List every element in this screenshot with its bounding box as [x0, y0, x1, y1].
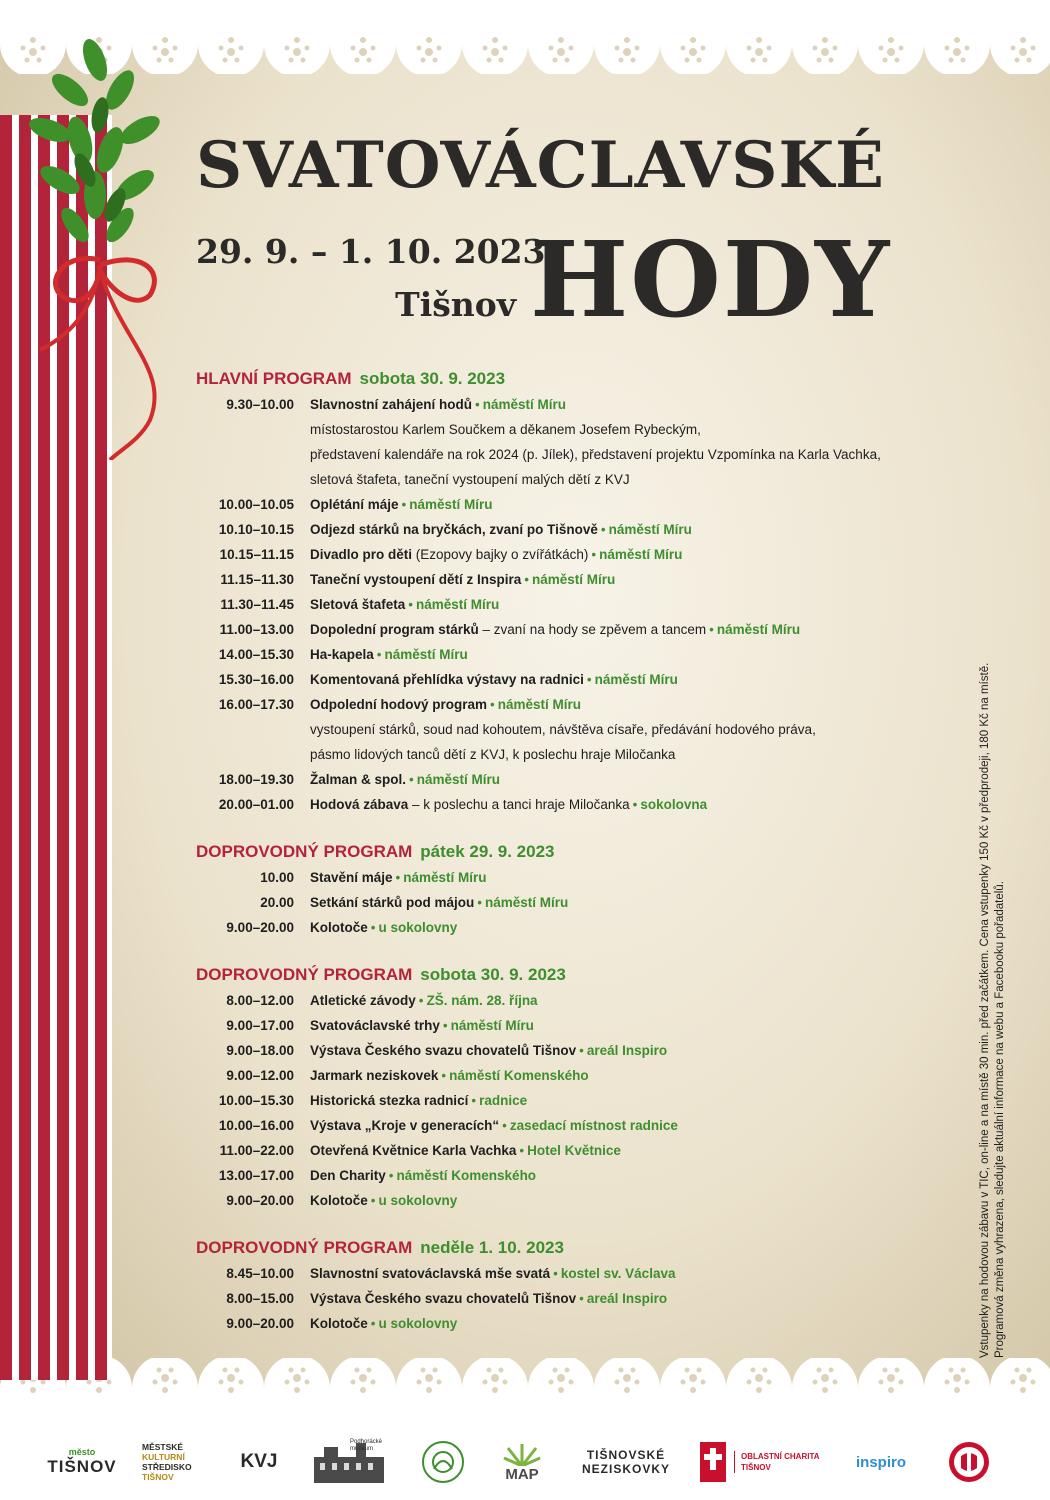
- row-text: [310, 1113, 678, 1138]
- program-section: [196, 1235, 966, 1336]
- bullet-icon: •: [553, 1266, 558, 1281]
- row-time: 10.00–16.00: [218, 1118, 294, 1133]
- program-row: [196, 442, 966, 467]
- row-location: náměstí Míru: [485, 895, 569, 910]
- row-time: 10.15–11.15: [219, 547, 294, 562]
- event-place: Tišnov: [395, 285, 516, 324]
- row-text: [310, 467, 630, 492]
- row-location: ZŠ. nám. 28. října: [426, 993, 538, 1008]
- row-time: 11.15–11.30: [220, 572, 294, 587]
- row-time: 10.00–10.05: [218, 497, 294, 512]
- row-text: [310, 767, 500, 792]
- program-row: [196, 1113, 966, 1138]
- row-time: 10.10–10.15: [218, 522, 294, 537]
- row-event-name: Dopolední program stárků: [310, 622, 479, 637]
- row-location: u sokolovny: [378, 1316, 458, 1331]
- row-time: 9.00–20.00: [226, 920, 294, 935]
- row-text: [310, 1311, 457, 1336]
- row-location: náměstí Míru: [403, 870, 487, 885]
- mks-logo-line: STŘEDISKO: [142, 1462, 192, 1472]
- section-day: sobota 30. 9. 2023: [420, 965, 566, 984]
- program-row: [196, 915, 966, 940]
- row-text: [310, 642, 468, 667]
- row-event-name: Výstava Českého svazu chovatelů Tišnov: [310, 1043, 577, 1058]
- program-row: [196, 617, 966, 642]
- ticket-info-line: Vstupenky na hodovou zábavu v TIC, on-line a na místě 30 min. před začátkem. Cena vstupenky 150 Kč v předprodeji, 180 Kč na místě.: [979, 662, 991, 1358]
- row-location: náměstí Míru: [532, 572, 616, 587]
- bullet-icon: •: [591, 547, 597, 562]
- row-time: 9.30–10.00: [226, 397, 294, 412]
- row-location: areál Inspiro: [586, 1043, 668, 1058]
- program-row: [196, 1261, 966, 1286]
- program-row: [196, 988, 966, 1013]
- program-row: [196, 1088, 966, 1113]
- row-event-name: Výstava Českého svazu chovatelů Tišnov: [310, 1291, 577, 1306]
- mks-logo-line: TIŠNOV: [142, 1472, 174, 1482]
- row-time: 11.00–22.00: [219, 1143, 294, 1158]
- program-row: [196, 1311, 966, 1336]
- bullet-icon: •: [418, 993, 424, 1008]
- map-logo-text: MAP: [505, 1465, 539, 1483]
- section-heading: [196, 839, 966, 865]
- row-location: náměstí Míru: [416, 597, 500, 612]
- bullet-icon: •: [600, 522, 606, 537]
- row-event-name: Historická stezka radnicí: [310, 1093, 469, 1108]
- row-location: náměstí Komenského: [396, 1168, 537, 1183]
- section-title: DOPROVODNÝ PROGRAM: [196, 1238, 413, 1257]
- inspiro-logo-text: inspiro: [855, 1453, 906, 1471]
- bullet-icon: •: [370, 920, 376, 935]
- row-event-name: Jarmark neziskovek: [310, 1068, 439, 1083]
- mks-tisnov-logo: [142, 1437, 202, 1487]
- emblem-icon: [420, 1439, 466, 1485]
- bullet-icon: •: [632, 797, 638, 812]
- row-text: [310, 692, 581, 717]
- row-event-name: Sletová štafeta: [310, 597, 406, 612]
- tisnovske-neziskovky-logo: [578, 1437, 674, 1487]
- section-day: neděle 1. 10. 2023: [420, 1238, 564, 1257]
- mesto-tisnov-logo: [44, 1437, 120, 1487]
- program-row: [196, 517, 966, 542]
- row-description: – zvaní na hody se zpěvem a tancem: [478, 622, 707, 637]
- inspiro-logo: [846, 1437, 916, 1487]
- charita-logo-line: TIŠNOV: [741, 1463, 771, 1472]
- row-location: u sokolovny: [378, 1193, 458, 1208]
- program-row: [196, 692, 966, 717]
- row-text: [310, 667, 678, 692]
- row-text: [310, 492, 493, 517]
- program-row: [196, 717, 966, 742]
- program-row: [196, 592, 966, 617]
- muzeum-logo: [310, 1437, 400, 1487]
- row-location: náměstí Míru: [497, 697, 582, 712]
- bullet-icon: •: [376, 647, 382, 662]
- program-row: [196, 1286, 966, 1311]
- row-text: [310, 717, 816, 742]
- section-title: DOPROVODNÝ PROGRAM: [196, 842, 413, 861]
- row-location: u sokolovny: [378, 920, 458, 935]
- row-text: [310, 792, 707, 817]
- bullet-icon: •: [471, 1093, 477, 1108]
- program-row: [196, 392, 966, 417]
- row-description: (Ezopovy bajky o zvířátkách): [412, 547, 589, 562]
- mks-logo-line: KULTURNÍ: [142, 1452, 185, 1462]
- row-event-name: Výstava „Kroje v generacích“: [310, 1118, 500, 1133]
- row-time: 8.00–15.00: [226, 1291, 294, 1306]
- program-row: [196, 467, 966, 492]
- row-event-name: Ha-kapela: [310, 647, 374, 662]
- row-time: 15.30–16.00: [218, 672, 294, 687]
- program-row: [196, 1038, 966, 1063]
- row-location: zasedací místnost radnice: [509, 1118, 678, 1133]
- lace-border-bottom: [0, 1358, 1050, 1432]
- bullet-icon: •: [388, 1168, 394, 1183]
- program-row: [196, 1063, 966, 1088]
- row-location: náměstí Míru: [716, 622, 801, 637]
- row-time: 20.00: [260, 895, 294, 910]
- row-location: náměstí Míru: [450, 1018, 534, 1033]
- program-row: [196, 567, 966, 592]
- program-row: [196, 1188, 966, 1213]
- ticket-info-line: Programová změna vyhrazena, sledujte aktuální informace na webu a Facebooku pořadatelů.: [994, 881, 1006, 1358]
- poster-title: SVATOVÁCLAVSKÉ: [196, 128, 885, 203]
- program-row: [196, 767, 966, 792]
- row-text: [310, 915, 457, 940]
- row-text: [310, 567, 615, 592]
- row-time: 18.00–19.30: [218, 772, 294, 787]
- row-text: [310, 865, 487, 890]
- row-text: [310, 442, 881, 467]
- row-event-name: Kolotoče: [310, 1193, 368, 1208]
- row-location: náměstí Míru: [608, 522, 692, 537]
- row-text: [310, 1013, 534, 1038]
- row-event-name: Oplétání máje: [310, 497, 399, 512]
- row-event-name: Taneční vystoupení dětí z Inspira: [310, 572, 522, 587]
- row-location: náměstí Míru: [384, 647, 468, 662]
- row-event-name: Atletické závody: [310, 993, 416, 1008]
- section-heading: [196, 366, 966, 392]
- row-event-name: Odjezd stárků na bryčkách, zvaní po Tišnově: [310, 522, 598, 537]
- bullet-icon: •: [475, 397, 480, 412]
- bullet-icon: •: [709, 622, 714, 637]
- row-event-name: Hodová zábava: [310, 797, 409, 812]
- row-event-name: Komentovaná přehlídka výstavy na radnici: [310, 672, 584, 687]
- program-row: [196, 1163, 966, 1188]
- row-text: [310, 1038, 667, 1063]
- row-location: náměstí Míru: [594, 672, 678, 687]
- row-location: náměstí Míru: [599, 547, 683, 562]
- row-time: 14.00–15.30: [218, 647, 294, 662]
- bullet-icon: •: [579, 1291, 584, 1306]
- row-text: [310, 1088, 527, 1113]
- program-row: [196, 742, 966, 767]
- bullet-icon: •: [490, 697, 495, 712]
- row-time: 9.00–20.00: [226, 1193, 294, 1208]
- program-row: [196, 542, 966, 567]
- program-row: [196, 890, 966, 915]
- row-time: 9.00–18.00: [226, 1043, 294, 1058]
- row-event-name: Odpolední hodový program: [310, 697, 488, 712]
- round-emblem-logo: [418, 1437, 468, 1487]
- charita-cross-icon: [700, 1442, 726, 1482]
- row-text: [310, 392, 566, 417]
- bullet-icon: •: [579, 1043, 584, 1058]
- row-time: 9.00–17.00: [226, 1018, 294, 1033]
- row-event-name: Slavnostní zahájení hodů: [310, 397, 473, 412]
- row-location: náměstí Komenského: [449, 1068, 589, 1083]
- kvj-logo: KVJ: [240, 1451, 278, 1472]
- program-section: [196, 839, 966, 940]
- row-description: – k poslechu a tanci hraje Miločanka: [408, 797, 630, 812]
- row-location: Hotel Květnice: [527, 1143, 621, 1158]
- row-text: [310, 1286, 667, 1311]
- bullet-icon: •: [401, 497, 407, 512]
- row-event-name: Setkání stárků pod májou: [310, 895, 475, 910]
- row-text: [310, 542, 682, 567]
- map-logo: [494, 1437, 550, 1487]
- sokol-logo: [944, 1437, 994, 1487]
- mesto-logo-text: TIŠNOV: [47, 1457, 117, 1476]
- row-description: vystoupení stárků, soud nad kohoutem, návštěva císaře, předávání hodového práva,: [310, 722, 816, 737]
- charita-logo: [700, 1437, 826, 1487]
- sun-rays-icon: [502, 1442, 542, 1466]
- section-day: sobota 30. 9. 2023: [359, 369, 506, 388]
- program-section: [196, 366, 966, 817]
- bullet-icon: •: [524, 572, 530, 587]
- row-event-name: Svatováclavské trhy: [310, 1018, 440, 1033]
- poster-title-hody: HODY: [530, 218, 892, 341]
- row-description: místostarostou Karlem Součkem a děkanem Josefem Rybeckým,: [310, 422, 701, 437]
- section-heading: [196, 1235, 966, 1261]
- row-event-name: Kolotoče: [310, 1316, 368, 1331]
- row-time: 20.00–01.00: [218, 797, 294, 812]
- bullet-icon: •: [442, 1018, 448, 1033]
- row-text: [310, 988, 538, 1013]
- row-text: [310, 1261, 675, 1286]
- row-text: [310, 417, 701, 442]
- section-title: HLAVNÍ PROGRAM: [196, 369, 352, 388]
- row-time: 10.00–15.30: [218, 1093, 294, 1108]
- bullet-icon: •: [477, 895, 483, 910]
- neziskovky-logo-line: TIŠNOVSKÉ: [586, 1448, 666, 1462]
- row-time: 11.00–13.00: [219, 622, 294, 637]
- neziskovky-logo-line: NEZISKOVKY: [581, 1462, 670, 1476]
- bullet-icon: •: [519, 1143, 525, 1158]
- row-location: náměstí Míru: [409, 497, 493, 512]
- row-text: [310, 742, 675, 767]
- row-time: 16.00–17.30: [218, 697, 294, 712]
- row-text: [310, 1163, 536, 1188]
- section-day: pátek 29. 9. 2023: [420, 842, 555, 861]
- row-text: [310, 890, 568, 915]
- bullet-icon: •: [441, 1068, 447, 1083]
- row-text: [310, 617, 800, 642]
- row-time: 11.30–11.45: [220, 597, 294, 612]
- row-text: [310, 592, 499, 617]
- program-row: [196, 1138, 966, 1163]
- row-event-name: Divadlo pro děti: [310, 547, 413, 562]
- program-listing: [196, 366, 966, 1358]
- sokol-emblem-icon: [947, 1440, 991, 1484]
- program-row: [196, 792, 966, 817]
- row-time: 8.00–12.00: [226, 993, 294, 1008]
- row-time: 9.00–12.00: [226, 1068, 294, 1083]
- event-dates: 29. 9. – 1. 10. 2023: [196, 232, 546, 271]
- row-event-name: Stavění máje: [310, 870, 393, 885]
- row-description: sletová štafeta, taneční vystoupení malých dětí z KVJ: [310, 472, 630, 487]
- bullet-icon: •: [395, 870, 401, 885]
- program-section: [196, 962, 966, 1213]
- program-row: [196, 417, 966, 442]
- ticket-info-note: [978, 598, 1008, 1358]
- row-event-name: Otevřená Květnice Karla Vachka: [310, 1143, 517, 1158]
- boxwood-branch-decoration: [0, 20, 200, 460]
- row-location: areál Inspiro: [586, 1291, 668, 1306]
- program-row: [196, 492, 966, 517]
- muzeum-logo-text: Podhorácké muzeum: [350, 1439, 383, 1452]
- bullet-icon: •: [586, 672, 592, 687]
- row-text: [310, 1063, 589, 1088]
- row-event-name: Žalman & spol.: [310, 772, 407, 787]
- row-description: pásmo lidových tanců dětí z KVJ, k poslechu hraje Miločanka: [310, 747, 676, 762]
- row-time: 13.00–17.00: [218, 1168, 294, 1183]
- row-time: 10.00: [260, 870, 294, 885]
- bullet-icon: •: [408, 597, 414, 612]
- row-location: radnice: [479, 1093, 528, 1108]
- row-time: 8.45–10.00: [226, 1266, 294, 1281]
- mks-logo-line: MĚSTSKÉ: [142, 1442, 184, 1452]
- row-event-name: Kolotoče: [310, 920, 368, 935]
- bullet-icon: •: [370, 1193, 376, 1208]
- mesto-logo-small: město: [68, 1447, 96, 1457]
- row-time: 9.00–20.00: [226, 1316, 294, 1331]
- row-event-name: Den Charity: [310, 1168, 386, 1183]
- bullet-icon: •: [409, 772, 414, 787]
- row-text: [310, 1138, 621, 1163]
- row-location: náměstí Míru: [482, 397, 567, 412]
- program-row: [196, 667, 966, 692]
- section-title: DOPROVODNÝ PROGRAM: [196, 965, 413, 984]
- section-heading: [196, 962, 966, 988]
- row-location: sokolovna: [640, 797, 708, 812]
- program-row: [196, 1013, 966, 1038]
- bullet-icon: •: [370, 1316, 376, 1331]
- program-row: [196, 642, 966, 667]
- sponsor-logos: [0, 1425, 1050, 1500]
- row-description: představení kalendáře na rok 2024 (p. Jílek), představení projektu Vzpomínka na Karla Vachka,: [310, 447, 881, 462]
- row-location: kostel sv. Václava: [560, 1266, 676, 1281]
- charita-logo-line: OBLASTNÍ CHARITA: [741, 1452, 820, 1461]
- row-text: [310, 517, 692, 542]
- program-row: [196, 865, 966, 890]
- bullet-icon: •: [502, 1118, 507, 1133]
- row-location: náměstí Míru: [416, 772, 501, 787]
- row-event-name: Slavnostní svatováclavská mše svatá: [310, 1266, 551, 1281]
- row-text: [310, 1188, 457, 1213]
